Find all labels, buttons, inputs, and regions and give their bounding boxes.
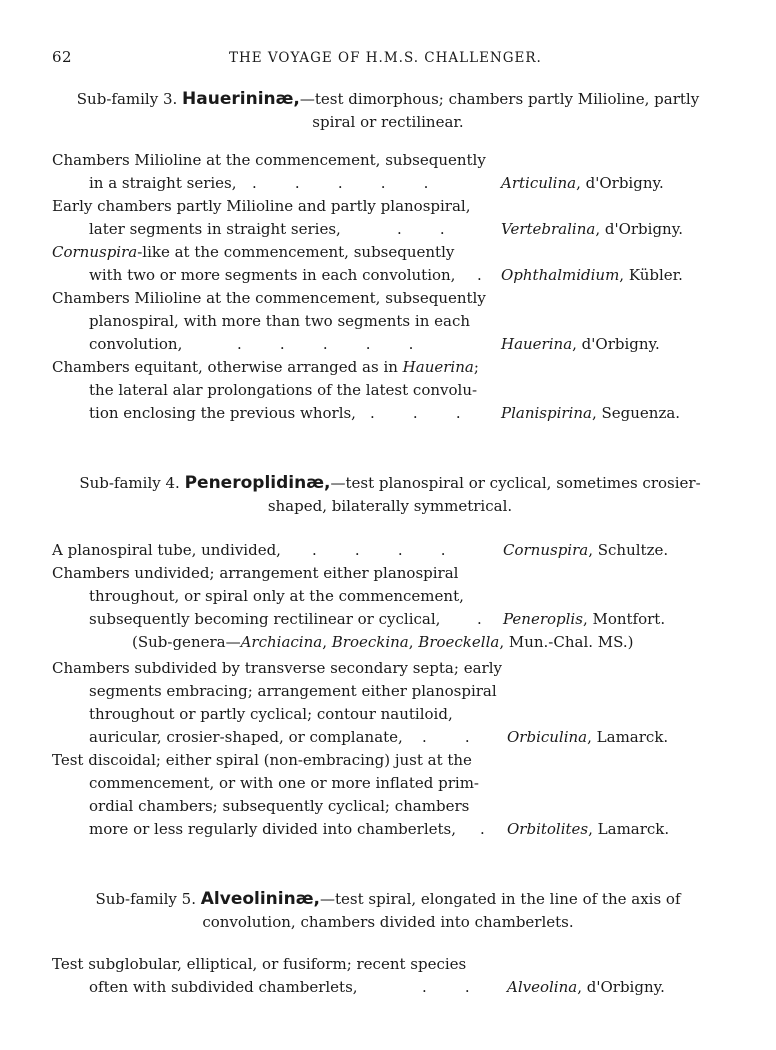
genus-name: Orbiculina xyxy=(507,728,588,746)
genus-author: , Kübler. xyxy=(619,266,683,284)
genus-author: , Montfort. xyxy=(582,610,666,628)
key-line: Test discoidal; either spiral (non-embracing) just at the xyxy=(52,751,472,769)
subgenera-note: (Sub-genera—Archiacina, Broeckina, Broeckella, Mun.-Chal. MS.) xyxy=(132,633,634,651)
key-line: convolution, . . . . . Hauerina, d'Orbigny. xyxy=(89,335,660,353)
key-line: subsequently becoming rectilinear or cyclical, . Peneroplis, Montfort. xyxy=(89,610,666,628)
genus-name: Alveolina xyxy=(507,978,578,996)
genus-author: , d'Orbigny. xyxy=(572,335,660,353)
subfamily-4-heading xyxy=(40,472,740,518)
subfamily-4-key xyxy=(52,539,732,841)
subfamily-description-cont: spiral or rectilinear. xyxy=(312,113,464,131)
key-line: segments embracing; arrangement either planospiral xyxy=(89,682,497,700)
key-line: later segments in straight series, . . Vertebralina, d'Orbigny. xyxy=(89,220,683,238)
genus-name: Orbitolites xyxy=(507,820,589,838)
genus-author: , Schultze. xyxy=(588,541,669,559)
genus-name: Articulina xyxy=(501,174,577,192)
subfamily-prefix: Sub-family 4. xyxy=(79,474,180,492)
subfamily-5-key xyxy=(52,953,732,999)
key-line: Chambers undivided; arrangement either planospiral xyxy=(52,564,459,582)
genus-author: , d'Orbigny. xyxy=(595,220,683,238)
key-line: Chambers equitant, otherwise arranged as in Hauerina; xyxy=(52,358,479,376)
key-line: ordial chambers; subsequently cyclical; chambers xyxy=(89,797,470,815)
genus-author: , d'Orbigny. xyxy=(576,174,664,192)
key-line: throughout or partly cyclical; contour nautiloid, xyxy=(89,705,453,723)
key-line: Chambers Milioline at the commencement, subsequently xyxy=(52,289,486,307)
genus-author: , Lamarck. xyxy=(587,728,669,746)
running-title: THE VOYAGE OF H.M.S. CHALLENGER. xyxy=(229,50,542,66)
subfamily-description: —test spiral, elongated in the line of the axis of xyxy=(319,890,681,908)
key-line: in a straight series, . . . . . Articulina, d'Orbigny. xyxy=(89,174,664,192)
genus-author: , d'Orbigny. xyxy=(577,978,665,996)
genus-name: Planispirina xyxy=(501,404,592,422)
subfamily-3-heading xyxy=(50,88,726,134)
key-line: Chambers Milioline at the commencement, subsequently xyxy=(52,151,486,169)
subfamily-name: Alveolininæ, xyxy=(200,889,320,909)
subfamily-description-cont: convolution, chambers divided into chamberlets. xyxy=(202,913,574,931)
subfamily-name: Hauerininæ, xyxy=(182,89,300,109)
key-line: auricular, crosier-shaped, or complanate, . . Orbiculina, Lamarck. xyxy=(89,728,669,746)
genus-name: Cornuspira xyxy=(503,541,589,559)
key-line: A planospiral tube, undivided, . . . . Cornuspira, Schultze. xyxy=(52,541,669,559)
key-line: more or less regularly divided into chamberlets, . Orbitolites, Lamarck. xyxy=(89,820,670,838)
subfamily-description: —test dimorphous; chambers partly Milioline, partly xyxy=(299,90,700,108)
key-line: the lateral alar prolongations of the latest convolu- xyxy=(89,381,478,399)
genus-name: Peneroplis xyxy=(503,610,583,628)
key-line: with two or more segments in each convolution, . Ophthalmidium, Kübler. xyxy=(89,266,683,284)
key-line: throughout, or spiral only at the commencement, xyxy=(89,587,464,605)
key-line: Early chambers partly Milioline and partly planospiral, xyxy=(52,197,471,215)
genus-name: Ophthalmidium xyxy=(501,266,620,284)
key-line: Test subglobular, elliptical, or fusiform; recent species xyxy=(52,955,467,973)
genus-author: , Lamarck. xyxy=(588,820,670,838)
key-line: tion enclosing the previous whorls, . . . Planispirina, Seguenza. xyxy=(89,404,681,422)
subfamily-5-heading xyxy=(50,888,726,934)
key-line: planospiral, with more than two segments in each xyxy=(89,312,471,330)
key-line: often with subdivided chamberlets, . . Alveolina, d'Orbigny. xyxy=(89,978,665,996)
genus-author: , Seguenza. xyxy=(591,404,681,422)
genus-name: Hauerina xyxy=(501,335,573,353)
subfamily-name: Peneroplidinæ, xyxy=(184,473,331,493)
subfamily-description-cont: shaped, bilaterally symmetrical. xyxy=(267,497,513,515)
subfamily-prefix: Sub-family 3. xyxy=(76,90,178,108)
page-number: 62 xyxy=(52,48,73,66)
key-line: commencement, or with one or more inflated prim- xyxy=(89,774,479,792)
genus-name: Vertebralina xyxy=(501,220,596,238)
subfamily-prefix: Sub-family 5. xyxy=(95,890,196,908)
subfamily-description: —test planospiral or cyclical, sometimes crosier- xyxy=(330,474,701,492)
key-line: Chambers subdivided by transverse secondary septa; early xyxy=(52,659,502,677)
subfamily-3-key xyxy=(52,149,732,425)
key-line: Cornuspira-like at the commencement, subsequently xyxy=(52,243,455,261)
